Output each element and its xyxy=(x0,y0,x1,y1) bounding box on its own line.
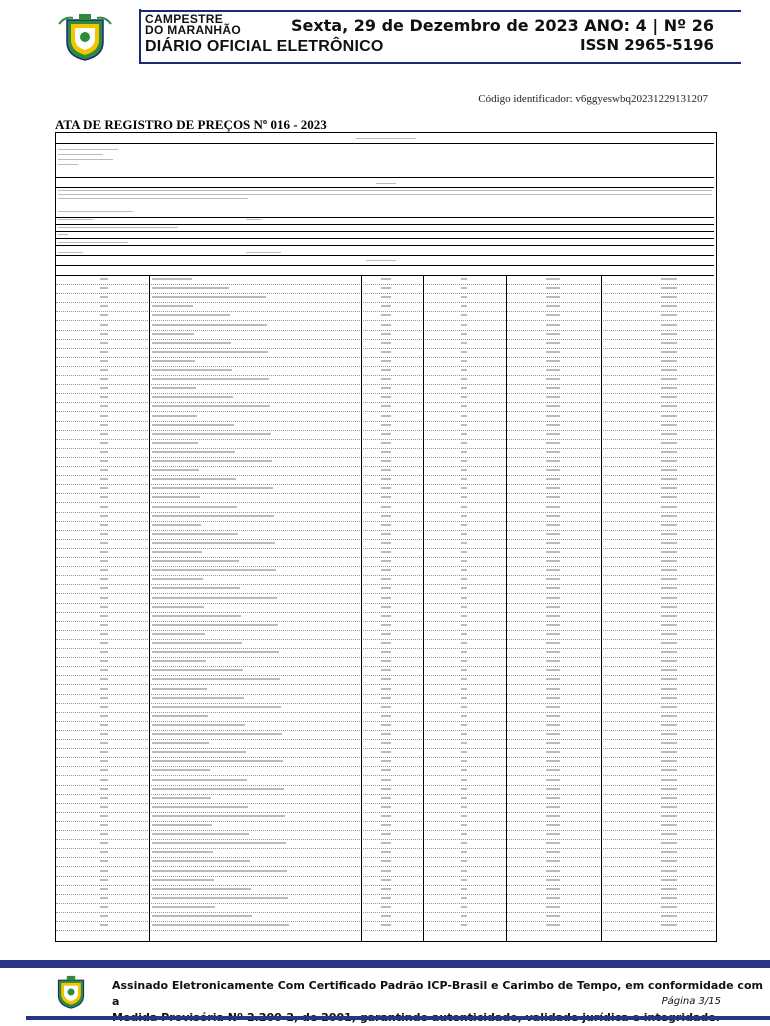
header-bottom-rule xyxy=(141,62,741,64)
section-bar xyxy=(56,177,714,188)
document-code: Código identificador: v6ggyeswbq20231229131207 xyxy=(478,93,708,105)
footer xyxy=(0,960,770,1024)
edition-block xyxy=(291,16,714,54)
footer-bottom-rule xyxy=(26,1016,770,1020)
edition-date: Sexta, 29 de Dezembro de 2023 ANO: 4 | Nº 26 xyxy=(290,16,714,35)
brand-line1: CAMPESTRE xyxy=(145,12,224,26)
document-title: ATA DE REGISTRO DE PREÇOS Nº 016 - 2023 xyxy=(55,117,327,132)
issn: ISSN 2965-5196 xyxy=(579,36,714,54)
price-registry-table xyxy=(55,132,717,942)
signature-line1: Assinado Eletronicamente Com Certificado Padrão ICP-Brasil e Carimbo de Tempo, em conformidade com a xyxy=(112,979,763,1008)
header-top-rule xyxy=(141,10,741,12)
table-header-bar xyxy=(56,133,714,144)
header xyxy=(0,0,770,72)
footer-band xyxy=(26,960,770,968)
page-number: Página 3/15 xyxy=(661,996,721,1007)
header-divider xyxy=(139,9,141,64)
brand-line3: DIÁRIO OFICIAL ELETRÔNICO xyxy=(145,38,384,55)
footer-seal-icon xyxy=(50,972,92,1012)
municipal-seal-icon xyxy=(55,12,115,62)
table-row xyxy=(56,921,714,931)
brand-line2: DO MARANHÃO xyxy=(145,23,241,37)
